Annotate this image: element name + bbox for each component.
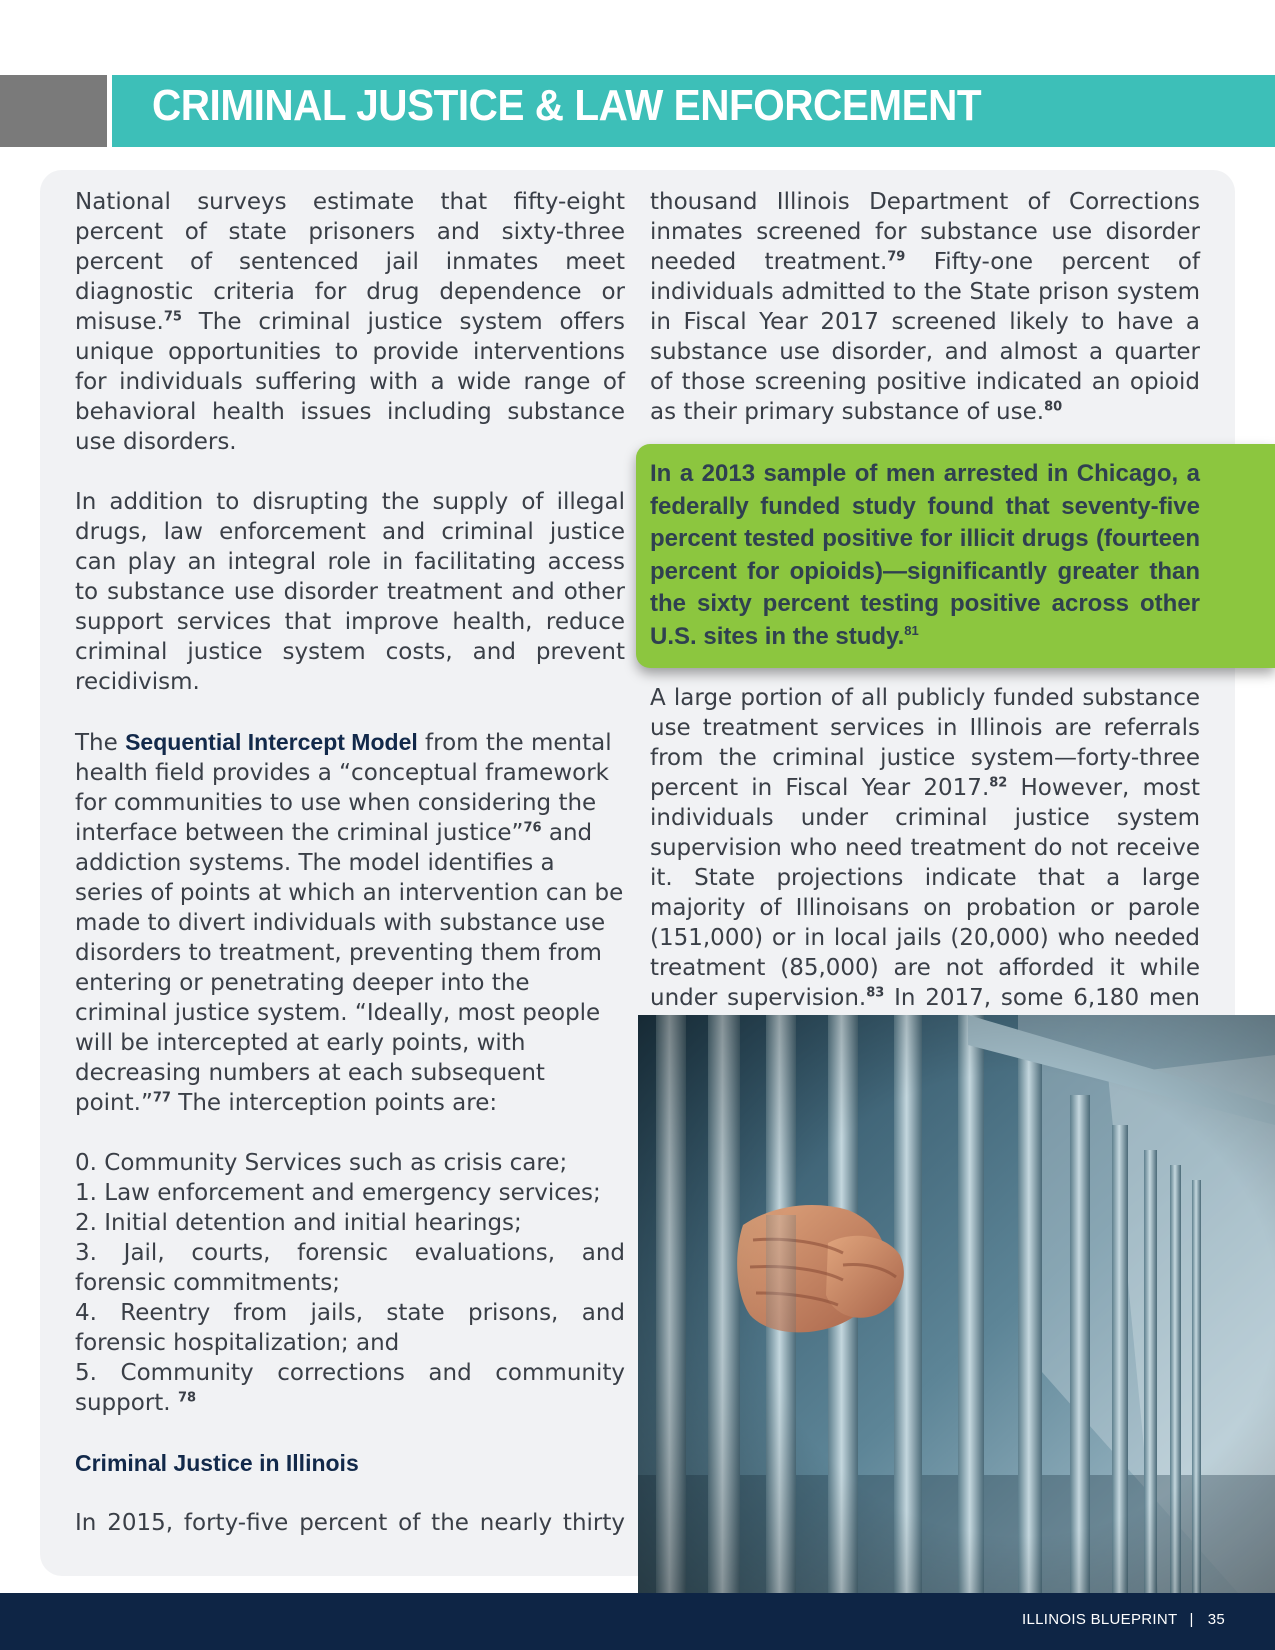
paragraph-2015: In 2015, forty-five percent of the nearly thirty bbox=[75, 1510, 625, 1536]
paragraph-text: and addiction systems. The model identifies a series of points at which an intervention can be made to divert individuals with substance use disorders to treatment, preventing them from entering or penetrating deeper into the criminal justice system. “Ideally, most people will be intercepted at early points, with decreasing numbers at each subsequent point.” bbox=[75, 820, 624, 1116]
right-column-top bbox=[650, 187, 1200, 427]
paragraph-law-enforcement: In addition to disrupting the supply of illegal drugs, law enforcement and criminal justice can play an integral role in facilitating access to substance use disorder treatment and other support services that improve health, reduce criminal justice system costs, and prevent recidivism. bbox=[75, 489, 625, 695]
footnote-ref: 81 bbox=[904, 622, 919, 638]
list-item bbox=[75, 1358, 625, 1418]
jail-bars-hands-photo bbox=[638, 1015, 1275, 1593]
footer-separator: | bbox=[1189, 1611, 1194, 1628]
page-title: CRIMINAL JUSTICE & LAW ENFORCEMENT bbox=[152, 81, 982, 130]
paragraph-text: In 2017, some 6,180 men bbox=[884, 985, 1200, 1011]
footnote-ref: 82 bbox=[989, 775, 1008, 791]
page-number: 35 bbox=[1207, 1611, 1225, 1628]
model-name: Sequential Intercept Model bbox=[125, 729, 418, 755]
footer-bar bbox=[0, 1593, 1275, 1650]
paragraph-text: from the mental health field provides a “conceptual framework for communities to use when considering the interface between the criminal justice” bbox=[75, 730, 612, 846]
paragraph-text: The bbox=[75, 730, 126, 756]
footnote-ref: 80 bbox=[1044, 399, 1063, 415]
paragraph-intro bbox=[75, 187, 625, 457]
paragraph-text: A large portion of all publicly funded substance use treatment services in Illinois are referrals from the criminal justice system—forty-three percent in Fiscal Year 2017. bbox=[650, 685, 1200, 801]
paragraph-text: The interception points are: bbox=[170, 1090, 498, 1116]
callout-body: In a 2013 sample of men arrested in Chicago, a federally funded study found that seventy-five percent tested positive for illicit drugs (fourteen percent for opioids)—significantly greater than the sixty percent testing positive across other U.S. sites in the study. bbox=[650, 460, 1200, 650]
list-item: 3. Jail, courts, forensic evaluations, and forensic commitments; bbox=[75, 1240, 625, 1296]
publication-name: ILLINOIS BLUEPRINT bbox=[1022, 1611, 1178, 1628]
header-gray-block bbox=[0, 75, 107, 147]
footnote-ref: 79 bbox=[887, 249, 906, 265]
footnote-ref: 78 bbox=[177, 1390, 197, 1406]
paragraph-text: The criminal justice system offers unique opportunities to provide interventions for individuals suffering with a wide range of behavioral health issues including substance use disorders. bbox=[75, 309, 625, 455]
paragraph-text: However, most individuals under criminal justice system supervision who need treatment do not receive it. State projections indicate that a large majority of Illinoisans on probation or parole (151,000) or in local jails (20,000) who needed treatment (85,000) are not afforded it while under supervision. bbox=[650, 775, 1200, 1011]
callout-text bbox=[650, 458, 1200, 653]
footnote-ref: 75 bbox=[163, 309, 182, 325]
list-item-text: 5. Community corrections and community support. bbox=[75, 1360, 625, 1416]
list-item: 0. Community Services such as crisis care; bbox=[75, 1150, 568, 1176]
right-column-bottom bbox=[650, 683, 1200, 1013]
left-column bbox=[75, 187, 625, 1538]
paragraph-referrals bbox=[650, 683, 1200, 1013]
paragraph-sequential-intercept bbox=[75, 727, 625, 1118]
list-item: 2. Initial detention and initial hearings; bbox=[75, 1210, 522, 1236]
footnote-ref: 76 bbox=[523, 820, 542, 836]
paragraph-text: National surveys estimate that fifty-eight percent of state prisoners and sixty-three percent of sentenced jail inmates meet diagnostic criteria for drug dependence or misuse. bbox=[75, 189, 625, 335]
paragraph-idoc bbox=[650, 187, 1200, 427]
header-bar bbox=[112, 75, 1275, 147]
paragraph-text: Fifty-one percent of individuals admitted to the State prison system in Fiscal Year 2017 screened likely to have a substance use disorder, and almost a quarter of those screening positive indicated an opioid as their primary substance of use. bbox=[650, 249, 1201, 425]
footnote-ref: 83 bbox=[866, 985, 885, 1001]
callout-box bbox=[636, 444, 1275, 668]
list-item: 4. Reentry from jails, state prisons, and forensic hospitalization; and bbox=[75, 1300, 625, 1356]
list-item: 1. Law enforcement and emergency services; bbox=[75, 1180, 601, 1206]
footer-text bbox=[1022, 1611, 1225, 1628]
paragraph-text: thousand Illinois Department of Corrections inmates screened for substance use disorder needed treatment. bbox=[650, 189, 1200, 275]
footnote-ref: 77 bbox=[152, 1090, 171, 1106]
subheading: Criminal Justice in Illinois bbox=[75, 1450, 359, 1476]
intercept-list bbox=[75, 1148, 625, 1418]
